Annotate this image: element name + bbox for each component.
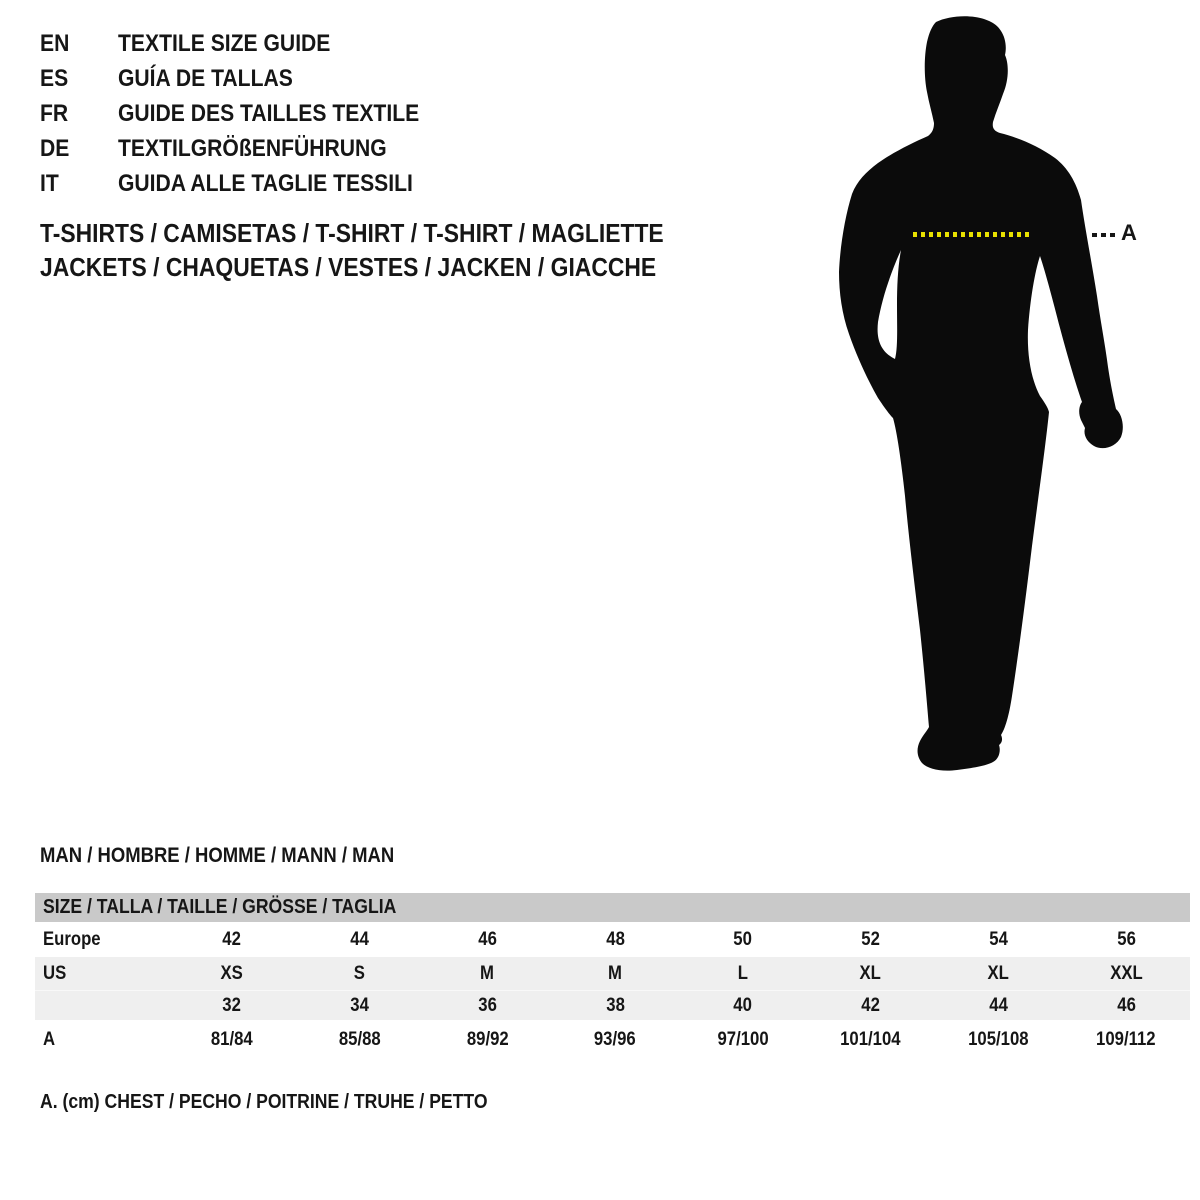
cell-europe-2: 44 xyxy=(350,928,369,950)
cell-europe-4: 48 xyxy=(605,928,625,950)
category-tshirts: T-SHIRTS / CAMISETAS / T-SHIRT / T-SHIRT / MAGLIETTE xyxy=(40,218,664,248)
cell-us-4: M xyxy=(608,962,623,984)
cell-a-2: 85/88 xyxy=(338,1029,381,1050)
measure-callout-dashes xyxy=(1092,233,1117,237)
cell-us-7: XL xyxy=(987,962,1010,984)
table-row-us xyxy=(35,957,1190,990)
lang-label-it: GUIDA ALLE TAGLIE TESSILI xyxy=(118,170,413,197)
table-row-chest-a xyxy=(35,1020,1190,1060)
cell-us-2: S xyxy=(354,962,366,984)
cell-num-5: 40 xyxy=(733,994,753,1016)
cell-num-1: 32 xyxy=(222,994,242,1016)
cell-us-8: XXL xyxy=(1109,962,1143,984)
size-table xyxy=(35,893,1190,1060)
category-jackets: JACKETS / CHAQUETAS / VESTES / JACKEN / GIACCHE xyxy=(40,252,657,282)
lang-code-en: EN xyxy=(40,30,70,57)
section-heading-man: MAN / HOMBRE / HOMME / MANN / MAN xyxy=(40,844,395,867)
cell-num-7: 44 xyxy=(989,994,1008,1016)
chest-measure-dotted-line xyxy=(913,232,1031,237)
cell-a-7: 105/108 xyxy=(968,1029,1029,1050)
cell-num-4: 38 xyxy=(605,994,625,1016)
size-table-header: SIZE / TALLA / TAILLE / GRÖSSE / TAGLIA xyxy=(35,893,1190,922)
lang-code-it: IT xyxy=(40,170,59,197)
cell-us-5: L xyxy=(737,962,748,984)
table-row-numeric xyxy=(35,990,1190,1020)
cell-num-3: 36 xyxy=(478,994,497,1016)
cell-a-3: 89/92 xyxy=(466,1029,509,1050)
man-silhouette-body xyxy=(839,16,1123,770)
row-label-europe: Europe xyxy=(43,928,101,950)
lang-code-es: ES xyxy=(40,65,69,92)
cell-a-6: 101/104 xyxy=(840,1029,901,1050)
cell-a-5: 97/100 xyxy=(717,1029,769,1050)
lang-label-es: GUÍA DE TALLAS xyxy=(118,65,293,92)
cell-europe-6: 52 xyxy=(861,928,880,950)
cell-a-8: 109/112 xyxy=(1096,1029,1156,1050)
table-row-europe xyxy=(35,922,1190,957)
cell-num-2: 34 xyxy=(350,994,369,1016)
cell-europe-3: 46 xyxy=(478,928,497,950)
lang-code-de: DE xyxy=(40,135,70,162)
cell-a-4: 93/96 xyxy=(594,1029,637,1050)
cell-us-6: XL xyxy=(859,962,882,984)
row-label-us: US xyxy=(43,962,67,984)
cell-europe-7: 54 xyxy=(989,928,1008,950)
cell-europe-1: 42 xyxy=(222,928,242,950)
measure-point-label: A xyxy=(1121,220,1137,245)
cell-europe-8: 56 xyxy=(1116,928,1136,950)
cell-num-6: 42 xyxy=(861,994,880,1016)
lang-label-en: TEXTILE SIZE GUIDE xyxy=(118,30,331,57)
cell-us-3: M xyxy=(480,962,495,984)
footnote-chest-legend: A. (cm) CHEST / PECHO / POITRINE / TRUHE / PETTO xyxy=(40,1091,488,1113)
cell-europe-5: 50 xyxy=(733,928,753,950)
row-label-a: A xyxy=(43,1029,56,1050)
cell-us-1: XS xyxy=(220,962,244,984)
lang-code-fr: FR xyxy=(40,100,69,127)
lang-label-fr: GUIDE DES TAILLES TEXTILE xyxy=(118,100,420,127)
lang-label-de: TEXTILGRÖßENFÜHRUNG xyxy=(118,135,387,162)
cell-a-1: 81/84 xyxy=(210,1029,253,1050)
cell-num-8: 46 xyxy=(1116,994,1136,1016)
